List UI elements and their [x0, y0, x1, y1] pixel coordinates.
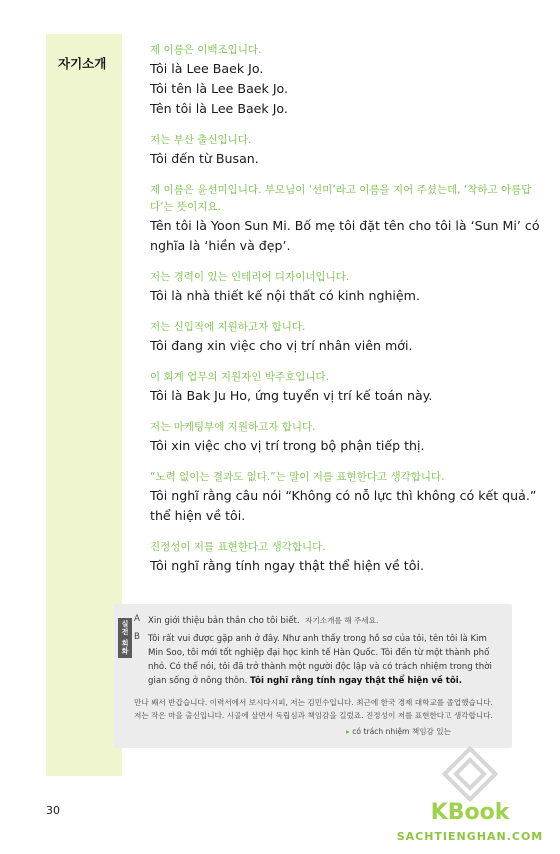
vietnamese-translation: Tôi tên là Lee Baek Jo. — [150, 81, 289, 96]
korean-sentence: 저는 마케팅부에 지원하고자 합니다. — [150, 421, 316, 433]
phrase-entry — [150, 369, 540, 406]
dialog-a-vi: Xin giới thiệu bản thân cho tôi biết. — [148, 616, 300, 626]
vietnamese-translation: Tôi là nhà thiết kế nội thất có kinh nghiệm. — [150, 288, 420, 303]
hint-ko: 책임감 있는 — [411, 727, 451, 736]
vietnamese-translation: Tôi là Lee Baek Jo. — [150, 61, 264, 76]
vietnamese-translation: Tôi là Bak Ju Ho, ứng tuyển vị trí kế toán này. — [150, 388, 433, 403]
page-number: 30 — [46, 804, 60, 817]
vocab-hint — [346, 726, 451, 737]
dialog-line-b — [148, 632, 502, 688]
watermark-brand: KBook — [430, 800, 510, 825]
korean-sentence: 저는 경력이 있는 인테리어 디자이너입니다. — [150, 271, 350, 283]
hint-arrow-icon: ▸ — [346, 727, 350, 736]
phrase-entry — [150, 539, 540, 576]
phrase-entry — [150, 269, 540, 306]
dialog-b-vi: Tôi rất vui được gặp anh ở đây. Như anh thấy trong hồ sơ của tôi, tên tôi là Kim Min Soo, tôi mới tốt nghiệp đại học kinh tế Hàn Quốc. Tôi đến từ một thành phố nhỏ. Có thể nói, tôi đã trở thành một người độc lập và có trách nhiệm trong thời gian sống ở nông thôn. — [148, 634, 492, 686]
speaker-a: A — [134, 614, 140, 624]
korean-sentence: 제 이름은 이백조입니다. — [150, 44, 262, 56]
vietnamese-translation: Tôi xin việc cho vị trí trong bộ phận tiếp thị. — [150, 438, 425, 453]
vietnamese-translation: Tên tôi là Lee Baek Jo. — [150, 101, 288, 116]
phrase-entry — [150, 42, 540, 119]
vietnamese-translation: Tôi đến từ Busan. — [150, 151, 259, 166]
korean-sentence: 진정성이 저를 표현한다고 생각합니다. — [150, 541, 326, 553]
korean-sentence: 이 회계 업무의 지원자인 박주호입니다. — [150, 371, 329, 383]
dialog-a-ko: 자기소개를 해 주세요. — [305, 616, 379, 625]
vietnamese-translation: Tên tôi là Yoon Sun Mi. Bố mẹ tôi đặt tên cho tôi là ‘Sun Mi’ có nghĩa là ‘hiền và đẹp’. — [150, 218, 540, 253]
dialog-b-vi-bold: Tôi nghĩ rằng tính ngay thật thể hiện về tôi. — [249, 676, 463, 686]
korean-sentence: 저는 부산 출신입니다. — [150, 134, 252, 146]
dialog-tab-label: 실전 회화 — [118, 618, 132, 658]
watermark — [390, 744, 550, 848]
phrase-entry — [150, 132, 540, 169]
sidebar-band — [46, 34, 122, 776]
korean-sentence: “노력 없이는 결과도 없다.”는 말이 저를 표현한다고 생각합니다. — [150, 471, 445, 483]
phrase-entry — [150, 182, 540, 256]
speaker-b: B — [134, 632, 140, 642]
watermark-site: SACHTIENGHAN.COM — [396, 830, 544, 843]
korean-sentence: 제 이름은 윤선미입니다. 부모님이 ‘선미’라고 이름을 지어 주셨는데, ‘착하고 아름답다’는 뜻이지요. — [150, 184, 532, 213]
hint-vi: có trách nhiệm — [352, 727, 410, 736]
section-title: 자기소개 — [58, 56, 107, 71]
phrase-entry — [150, 469, 540, 526]
vietnamese-translation: Tôi nghĩ rằng câu nói “Không có nỗ lực thì không có kết quả.” thể hiện về tôi. — [150, 488, 537, 523]
dialog-line-a — [148, 614, 502, 628]
vietnamese-translation: Tôi đang xin việc cho vị trí nhân viên mới. — [150, 338, 413, 353]
book-logo-icon — [390, 744, 550, 804]
phrase-list — [150, 42, 540, 589]
korean-sentence: 저는 신입직에 지원하고자 합니다. — [150, 321, 306, 333]
phrase-entry — [150, 419, 540, 456]
phrase-entry — [150, 319, 540, 356]
dialog-box — [114, 604, 512, 748]
vietnamese-translation: Tôi nghĩ rằng tính ngay thật thể hiện về tôi. — [150, 558, 424, 573]
dialog-b-ko: 만나 봬서 반갑습니다. 이력서에서 보시다시피, 저는 김민수입니다. 최근에 한국 경제 대학교를 졸업했습니다. 저는 작은 마을 출신입니다. 시골에 살면서 독립심과 책임감을 길렀죠. 진정성이 저를 표현한다고 생각합니다. — [134, 698, 493, 720]
